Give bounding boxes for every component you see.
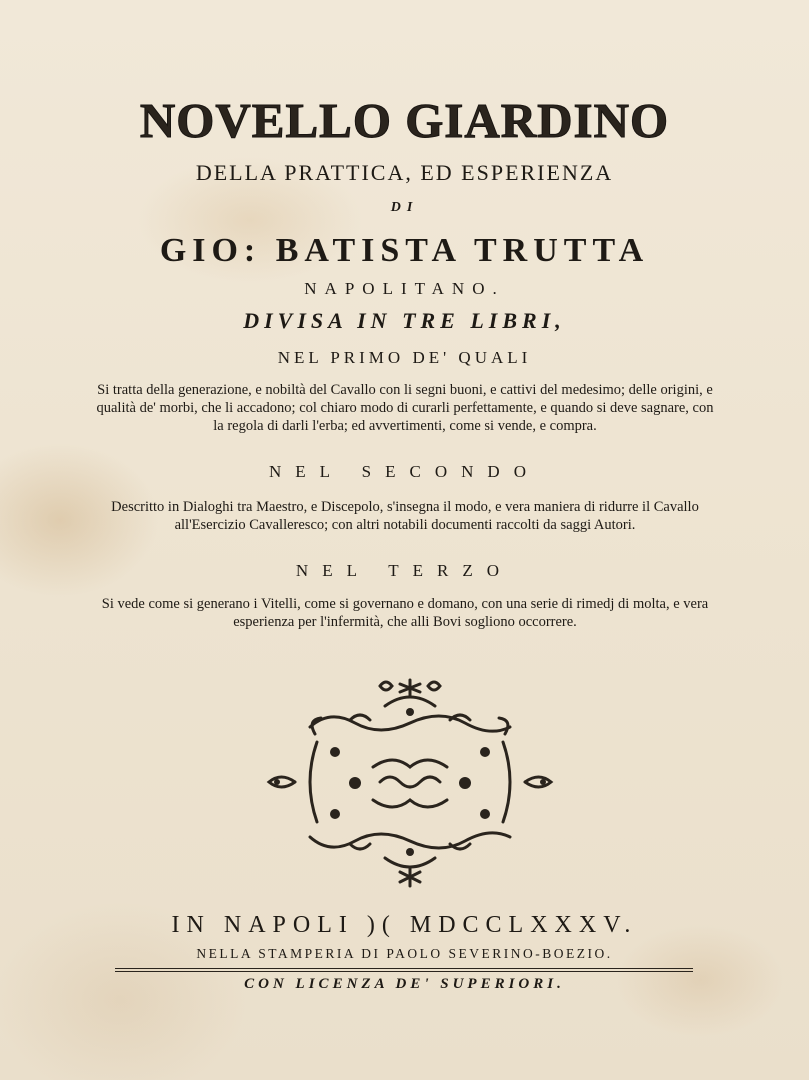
author-name: GIO: BATISTA TRUTTA — [159, 232, 650, 269]
double-rule-bottom — [115, 971, 693, 972]
book-two-heading: NEL SECONDO — [269, 462, 540, 481]
book-one-heading: NEL PRIMO DE' QUALI — [277, 348, 532, 367]
division-note: DIVISA IN TRE LIBRI, — [243, 308, 566, 333]
book-one-description: Si tratta della generazione, e nobiltà del Cavallo con li segni buoni, e cattivi del medesimo; delle origini, e qualità de' morbi, che li accadono; col chiaro modo di curarli perfettamente, e quando si deve sagnare, con la regola di darli l'erba; ed avvertimenti, come si vende, e compra. — [96, 382, 714, 434]
printers-ornament-icon — [255, 672, 565, 897]
book-subtitle: DELLA PRATTICA, ED ESPERIENZA — [195, 160, 614, 185]
license-note: CON LICENZA DE' SUPERIORI. — [244, 976, 565, 992]
double-rule-top — [115, 968, 693, 969]
by-word: DI — [390, 200, 419, 215]
book-three-description: Si vede come si generano i Vitelli, come si governano e domano, con una serie di rimedj di molta, e vera esperienza per l'infermità, che alli Bovi sogliono occorrere. — [101, 596, 709, 630]
author-origin: NAPOLITANO. — [304, 279, 505, 298]
imprint-place-date: IN NAPOLI )( MDCCLXXXV. — [171, 912, 638, 938]
book-two-description: Descritto in Dialoghi tra Maestro, e Discepolo, s'insegna il modo, e vera maniera di ridurre il Cavallo all'Esercizio Cavalleresco; con altri notabili documenti raccolti da saggi Autori. — [111, 499, 699, 533]
printer-line: NELLA STAMPERIA DI PAOLO SEVERINO-BOEZIO. — [196, 946, 613, 961]
book-title: NOVELLO GIARDINO — [139, 93, 670, 148]
book-three-heading: NEL TERZO — [295, 561, 514, 580]
